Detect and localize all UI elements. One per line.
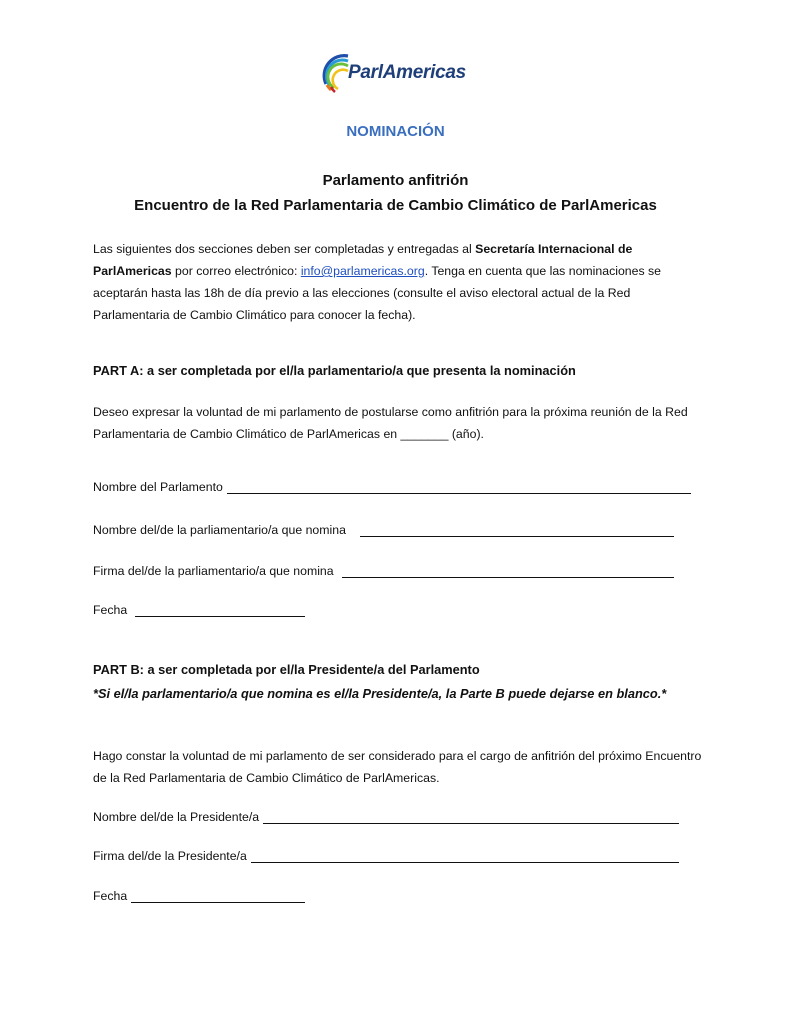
field-parlamento-label: Nombre del Parlamento <box>93 480 223 494</box>
field-fecha-a[interactable] <box>93 603 305 617</box>
email-link[interactable]: info@parlamericas.org <box>300 264 425 278</box>
part-a-heading: PART A: a ser completada por el/la parlamentario/a que presenta la nominación <box>93 363 576 378</box>
field-fecha-b-label: Fecha <box>93 889 128 903</box>
field-firma-presidente-line[interactable] <box>251 850 679 863</box>
subtitle-event: Encuentro de la Red Parlamentaria de Cambio Climático de ParlAmericas <box>134 197 657 214</box>
field-nombre-presidente-line[interactable] <box>263 811 679 824</box>
part-b-note: *Si el/la parlamentario/a que nomina es el/la Presidente/a, la Parte B puede dejarse en blanco.* <box>93 686 667 701</box>
intro-text-3: . Tenga en cuenta que las nominaciones se aceptarán hasta las 18h de día previo a las elecciones (consulte el aviso electoral actual de la Red Parlamentaria de Cambio Climático para conocer la fecha). <box>93 264 662 322</box>
part-a-statement: Deseo expresar la voluntad de mi parlamento de postularse como anfitrión para la próxima reunión de la Red Parlamentaria de Cambio Climático de ParlAmericas en _______ (año). <box>93 405 688 441</box>
field-nombre-presidente[interactable] <box>93 810 679 824</box>
field-firma-presidente-label: Firma del/de la Presidente/a <box>93 849 247 863</box>
field-nombre-parlamentario[interactable] <box>93 523 674 537</box>
field-nombre-parlamentario-line[interactable] <box>360 524 674 537</box>
field-firma-presidente[interactable] <box>93 849 679 863</box>
subtitle-host: Parlamento anfitrión <box>322 172 469 189</box>
document-title: NOMINACIÓN <box>346 123 445 140</box>
field-nombre-parlamentario-label: Nombre del/de la parliamentario/a que nomina <box>93 523 346 537</box>
intro-bold-secretariat: Secretaría Internacional de ParlAmericas <box>93 242 633 278</box>
field-parlamento[interactable] <box>93 480 691 494</box>
intro-text-1: Las siguientes dos secciones deben ser completadas y entregadas al <box>93 242 476 256</box>
field-fecha-a-label: Fecha <box>93 603 128 617</box>
part-b-heading: PART B: a ser completada por el/la Presidente/a del Parlamento <box>93 662 480 677</box>
intro-paragraph <box>93 238 703 326</box>
field-fecha-a-line[interactable] <box>135 604 305 617</box>
parlamericas-logo <box>318 50 478 98</box>
field-firma-parlamentario-label: Firma del/de la parliamentario/a que nomina <box>93 564 334 578</box>
field-fecha-b[interactable] <box>93 889 305 903</box>
field-firma-parlamentario-line[interactable] <box>342 565 674 578</box>
field-fecha-b-line[interactable] <box>131 890 305 903</box>
field-firma-parlamentario[interactable] <box>93 564 674 578</box>
field-parlamento-line[interactable] <box>227 481 691 494</box>
intro-text-2: por correo electrónico: <box>171 264 301 278</box>
part-b-statement: Hago constar la voluntad de mi parlamento de ser considerado para el cargo de anfitrión del próximo Encuentro de la Red Parlamentaria de Cambio Climático de ParlAmericas. <box>93 749 702 785</box>
field-nombre-presidente-label: Nombre del/de la Presidente/a <box>93 810 260 824</box>
logo-text: ParlAmericas <box>348 62 466 83</box>
